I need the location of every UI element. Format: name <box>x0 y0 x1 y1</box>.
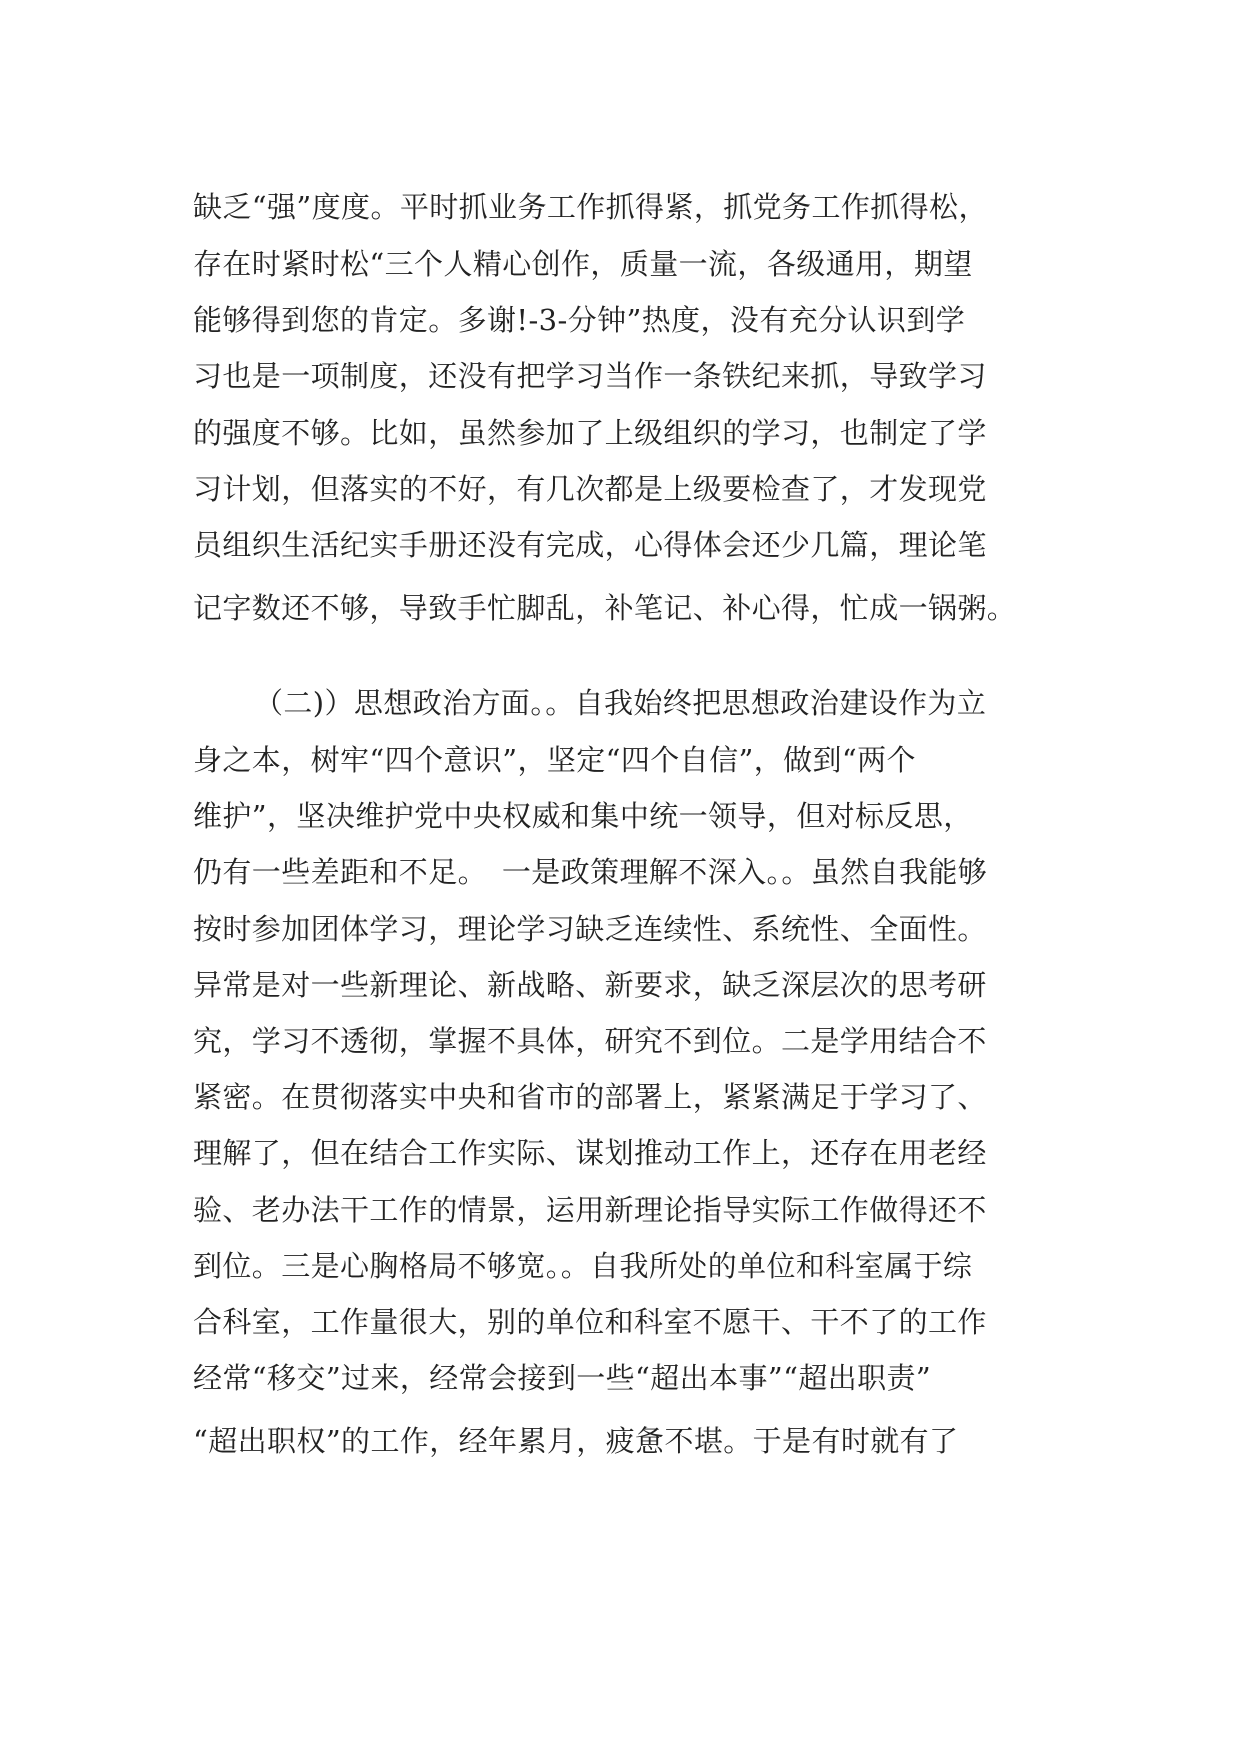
paragraph-2-line-6: 异常是对一些新理论、新战略、新要求，缺乏深层次的思考研 <box>193 968 987 1002</box>
paragraph-1-line-3: 能够得到您的肯定。多谢!-3-分钟”热度，没有充分认识到学 <box>193 303 966 337</box>
paragraph-2-line-4: 仍有一些差距和不足。 一是政策理解不深入。。虽然自我能够 <box>193 855 988 889</box>
paragraph-1-line-4: 习也是一项制度，还没有把学习当作一条铁纪来抓，导致学习 <box>193 359 987 393</box>
paragraph-2-line-5: 按时参加团体学习，理论学习缺乏连续性、系统性、全面性。 <box>193 912 987 946</box>
paragraph-2-line-13: 经常“移交”过来，经常会接到一些“超出本事”“超出职责” <box>193 1361 932 1395</box>
paragraph-1-line-7: 员组织生活纪实手册还没有完成，心得体会还少几篇，理论笔 <box>193 528 987 562</box>
paragraph-1-line-2: 存在时紧时松“三个人精心创作，质量一流，各级通用，期望 <box>193 247 973 281</box>
paragraph-2-line-9: 理解了，但在结合工作实际、谋划推动工作上，还存在用老经 <box>193 1136 987 1170</box>
paragraph-1-line-1: 缺乏“强”度度。平时抓业务工作抓得紧，抓党务工作抓得松， <box>193 190 988 224</box>
paragraph-2-line-11: 到位。三是心胸格局不够宽。。自我所处的单位和科室属于综 <box>193 1249 973 1283</box>
paragraph-2-line-10: 验、老办法干工作的情景，运用新理论指导实际工作做得还不 <box>193 1193 987 1227</box>
paragraph-2-line-1: （二)）思想政治方面。。自我始终把思想政治建设作为立 <box>254 686 987 720</box>
paragraph-2-line-7: 究，学习不透彻，掌握不具体，研究不到位。二是学用结合不 <box>193 1024 987 1058</box>
paragraph-1-line-6: 习计划，但落实的不好，有几次都是上级要检查了，才发现党 <box>193 472 987 506</box>
paragraph-2-line-14: “超出职权”的工作，经年累月，疲惫不堪。于是有时就有了 <box>193 1424 959 1458</box>
paragraph-2-line-3: 维护”，坚决维护党中央权威和集中统一领导，但对标反思， <box>193 799 973 833</box>
paragraph-2-line-2: 身之本，树牢“四个意识”，坚定“四个自信”，做到“两个 <box>193 743 916 777</box>
paragraph-2-line-8: 紧密。在贯彻落实中央和省市的部署上，紧紧满足于学习了、 <box>193 1080 987 1114</box>
paragraph-2-line-12: 合科室，工作量很大，别的单位和科室不愿干、干不了的工作 <box>193 1305 987 1339</box>
paragraph-1-line-8: 记字数还不够，导致手忙脚乱，补笔记、补心得，忙成一锅粥。 <box>193 591 1017 625</box>
paragraph-1-line-5: 的强度不够。比如，虽然参加了上级组织的学习，也制定了学 <box>193 416 987 450</box>
